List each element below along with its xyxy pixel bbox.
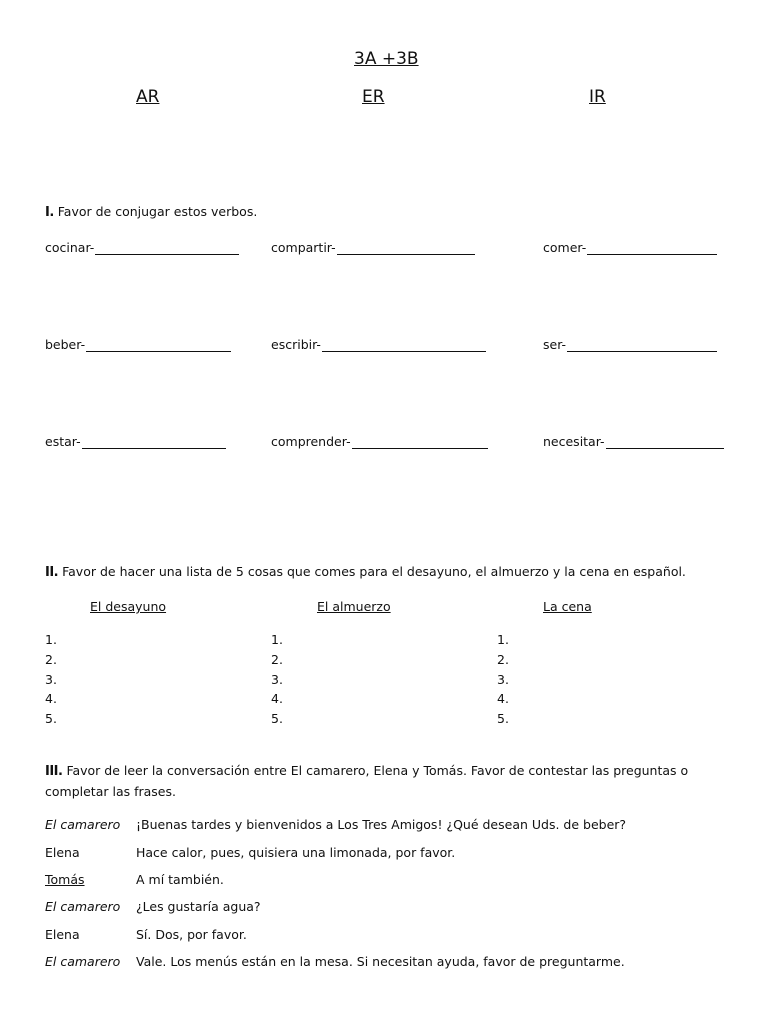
- section3-instruction: [45, 763, 688, 779]
- list-item[interactable]: 5.: [45, 711, 57, 727]
- speaker-elena: Elena: [45, 927, 80, 942]
- verb-label: cocinar-: [45, 240, 95, 255]
- verb-row-escribir: [271, 337, 486, 352]
- answer-blank[interactable]: [95, 242, 239, 255]
- verb-label: necesitar-: [543, 434, 605, 449]
- list-item[interactable]: 1.: [45, 632, 57, 647]
- list-item[interactable]: 2.: [497, 651, 509, 667]
- section2-text: Favor de hacer una lista de 5 cosas que comes para el desayuno, el almuerzo y la cena en español.: [62, 564, 686, 579]
- verb-row-ser: [543, 337, 717, 352]
- heading-cena: La cena: [543, 599, 592, 614]
- verb-row-compartir: [271, 240, 475, 255]
- dialogue-line: Vale. Los menús están en la mesa. Si necesitan ayuda, favor de preguntarme.: [136, 954, 625, 969]
- speaker-camarero: El camarero: [45, 817, 121, 832]
- verb-label: estar-: [45, 434, 81, 449]
- answer-blank[interactable]: [606, 436, 724, 449]
- verb-row-comprender: [271, 434, 488, 449]
- verb-row-comer: [543, 240, 717, 255]
- section1-text: Favor de conjugar estos verbos.: [57, 204, 258, 219]
- answer-blank[interactable]: [352, 436, 488, 449]
- list-almuerzo: [271, 630, 283, 729]
- verb-label: comprender-: [271, 434, 351, 449]
- section2-instruction: [45, 564, 686, 580]
- verb-label: ser-: [543, 337, 567, 352]
- answer-blank[interactable]: [82, 436, 226, 449]
- section3-numeral: III.: [45, 764, 63, 779]
- verb-label: compartir-: [271, 240, 336, 255]
- dialogue-line: ¡Buenas tardes y bienvenidos a Los Tres Amigos! ¿Qué desean Uds. de beber?: [136, 817, 627, 832]
- section3-text-line1: Favor de leer la conversación entre El camarero, Elena y Tomás. Favor de contestar las preguntas o: [66, 763, 689, 778]
- list-item[interactable]: 4.: [45, 691, 57, 707]
- verb-row-beber: [45, 337, 231, 352]
- verb-row-cocinar: [45, 240, 239, 255]
- list-cena: [497, 630, 509, 729]
- list-item[interactable]: 2.: [271, 651, 283, 667]
- answer-blank[interactable]: [567, 339, 717, 352]
- verb-label: escribir-: [271, 337, 321, 352]
- dialogue-line: Sí. Dos, por favor.: [136, 927, 247, 942]
- dialogue-line: A mí también.: [136, 872, 224, 887]
- list-item[interactable]: 5.: [271, 711, 283, 727]
- section1-instruction: [45, 204, 257, 220]
- list-item[interactable]: 3.: [497, 671, 509, 687]
- list-desayuno: [45, 630, 57, 729]
- list-item[interactable]: 4.: [497, 691, 509, 707]
- verb-label: comer-: [543, 240, 587, 255]
- list-item[interactable]: 5.: [497, 711, 509, 727]
- column-heading-er: ER: [362, 87, 385, 107]
- list-item[interactable]: 3.: [45, 671, 57, 687]
- speaker-tomas: Tomás: [45, 872, 85, 887]
- list-item[interactable]: 4.: [271, 691, 283, 707]
- answer-blank[interactable]: [337, 242, 475, 255]
- column-heading-ir: IR: [589, 87, 606, 107]
- list-item[interactable]: 1.: [497, 632, 509, 647]
- section1-numeral: I.: [45, 205, 54, 220]
- verb-label: beber-: [45, 337, 86, 352]
- list-item[interactable]: 1.: [271, 632, 283, 647]
- dialogue-line: Hace calor, pues, quisiera una limonada, por favor.: [136, 845, 456, 860]
- heading-almuerzo: El almuerzo: [317, 599, 391, 614]
- column-heading-ar: AR: [136, 87, 160, 107]
- section3-text-line2: completar las frases.: [45, 784, 176, 799]
- heading-desayuno: El desayuno: [90, 599, 167, 614]
- answer-blank[interactable]: [322, 339, 486, 352]
- dialogue-line: ¿Les gustaría agua?: [136, 899, 261, 914]
- verb-row-estar: [45, 434, 226, 449]
- section2-numeral: II.: [45, 565, 59, 580]
- speaker-camarero: El camarero: [45, 954, 121, 969]
- worksheet-title: 3A +3B: [354, 49, 419, 69]
- answer-blank[interactable]: [587, 242, 717, 255]
- verb-row-necesitar: [543, 434, 724, 449]
- list-item[interactable]: 3.: [271, 671, 283, 687]
- list-item[interactable]: 2.: [45, 651, 57, 667]
- speaker-elena: Elena: [45, 845, 80, 860]
- answer-blank[interactable]: [86, 339, 231, 352]
- speaker-camarero: El camarero: [45, 899, 121, 914]
